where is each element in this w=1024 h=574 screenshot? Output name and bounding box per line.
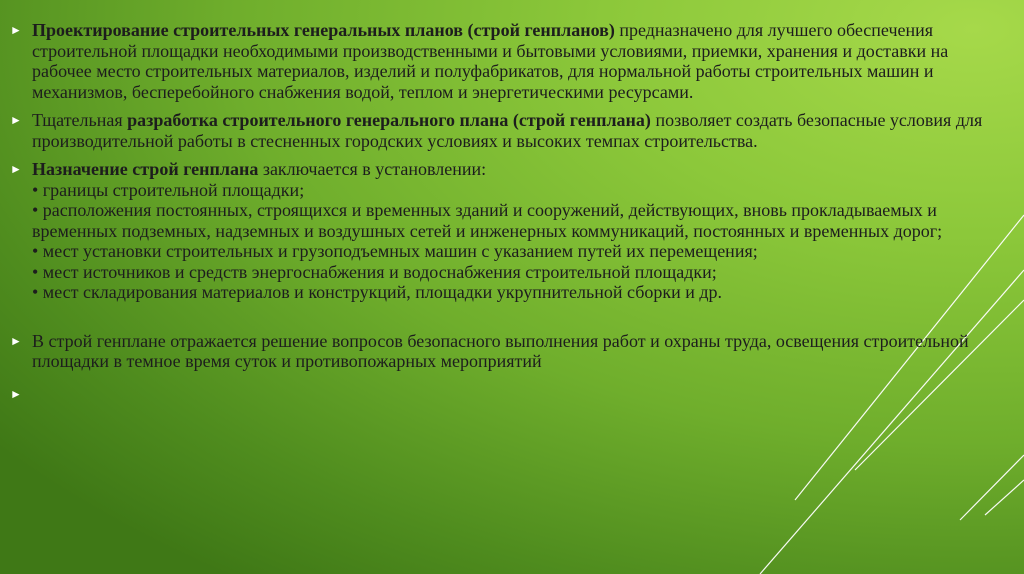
bullet-arrow-icon: ► [10,333,22,348]
bullet-text: заключается в установлении: [258,159,487,179]
bullet-prefix-text: Тщательная [32,110,128,130]
bullet-bold-text: Назначение строй генплана [32,159,259,179]
bullet-arrow-icon: ► [10,113,22,127]
bullet-item [10,20,995,102]
bullet-arrow-icon: ► [10,23,22,37]
bullet-arrow-icon: ► [10,162,22,176]
bullet-item-empty [10,384,995,405]
bullet-item [10,110,995,151]
sub-item: • мест складирования материалов и конструкций, площадки укрупнительной сборки и др. [32,282,723,302]
sub-item: • мест установки строительных и грузоподъемных машин с указанием путей их перемещения; [32,241,758,261]
bullet-text [32,384,37,404]
bullet-item [10,331,995,372]
deco-line-4 [960,455,1024,520]
sub-item: • расположения постоянных, строящихся и временных зданий и сооружений, действующих, вновь прокладываемых и временных подземных, надземных и воздушных сетей и инженерных коммуникаций, постоянных и временных дорог; [32,200,943,241]
bullet-bold-text: разработка строительного генерального плана (строй генплана) [127,110,651,130]
bullet-text: В строй генплане отражается решение вопросов безопасного выполнения работ и охраны труда, освещения строительной площадки в темное время суток и противопожарных мероприятий [32,330,969,371]
bullet-item [10,159,995,303]
bullet-arrow-icon: ► [10,386,22,401]
bullet-text: позволяет создать безопасные условия для производительной работы в стесненных городских условиях и высоких темпах строительства. [32,110,983,151]
bullet-text: предназначено для лучшего обеспечения строительной площадки необходимыми производственными и бытовыми условиями, приемки, хранения и доставки на рабочее место строительных материалов, изделий и полуфабрикатов, для нормальной работы строительных машин и механизмов, бесперебойного снабжения водой, теплом и энергетическими ресурсами. [32,20,949,102]
sub-item: • границы строительной площадки; [32,179,305,200]
deco-line-5 [985,480,1024,515]
slide-content [10,20,995,412]
bullet-bold-text: Проектирование строительных генеральных планов (строй генпланов) [32,20,615,40]
spacer [10,311,995,331]
sub-item: • мест источников и средств энергоснабжения и водоснабжения строительной площадки; [32,261,717,282]
